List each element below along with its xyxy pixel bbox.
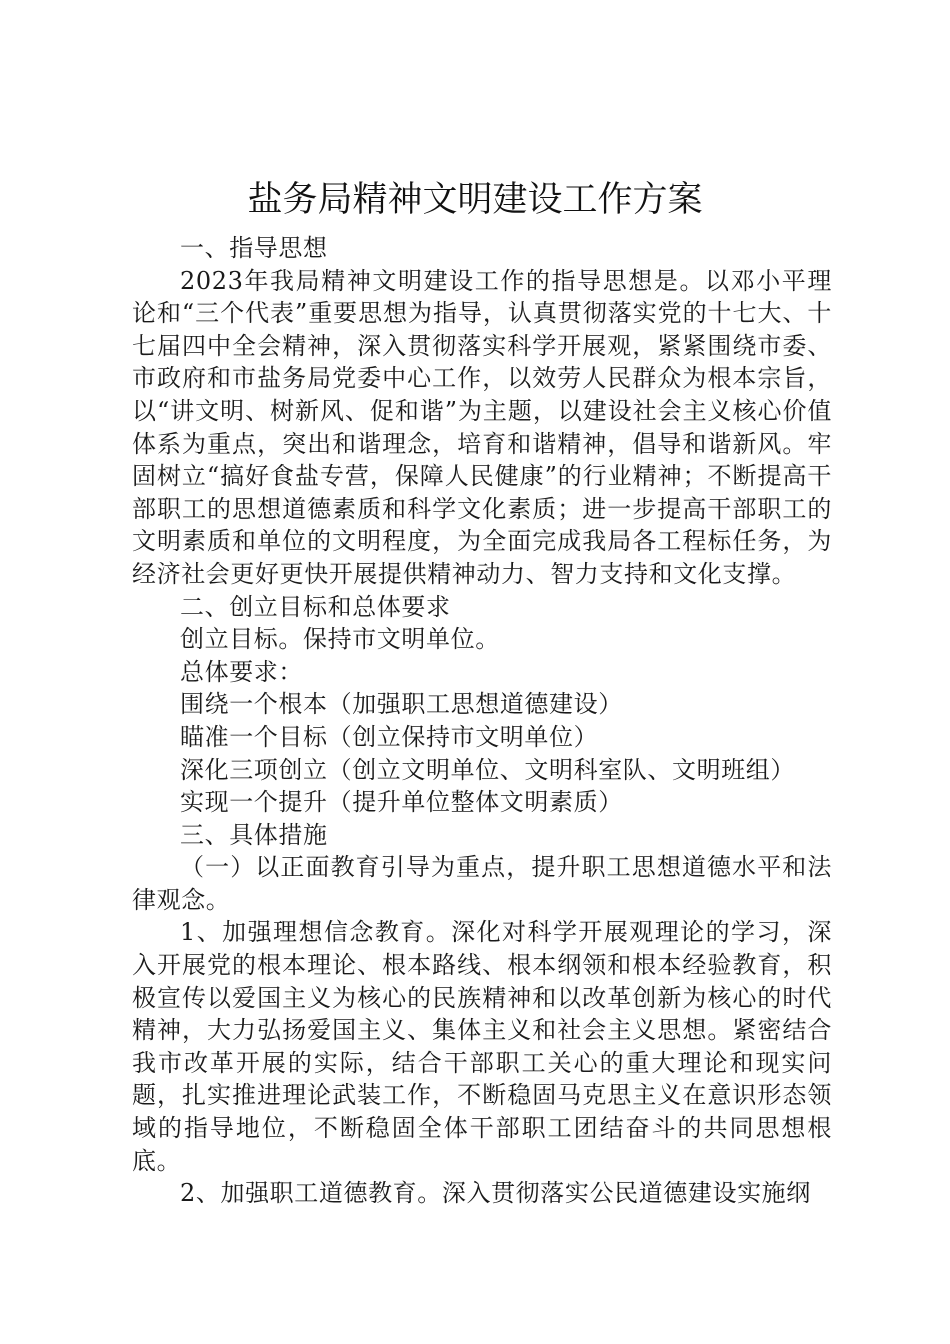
paragraph-goal: 创立目标。保持市文明单位。 xyxy=(180,625,500,654)
section-heading-guiding-ideology: 一、指导思想 xyxy=(180,234,328,262)
document-title: 盐务局精神文明建设工作方案 xyxy=(247,180,703,220)
list-item-requirement: 深化三项创立（创立文明单位、文明科室队、文明班组） xyxy=(180,755,795,784)
section-heading-measures: 三、具体措施 xyxy=(180,820,328,849)
section-heading-goals: 二、创立目标和总体要求 xyxy=(180,592,451,621)
paragraph-overall-requirements: 总体要求： xyxy=(180,657,303,686)
list-item-requirement: 实现一个提升（提升单位整体文明素质） xyxy=(180,788,623,817)
paragraph-ideals-education: 1、加强理想信念教育。深化对科学开展观理论的学习，深入开展党的根本理论、根本路线、根本纲领和根本经验教育，积极宣传以爱国主义为核心的民族精神和以改革创新为核心的时代精神，大力弘扬爱国主义、集体主义和社会主义思想。紧密结合我市改革开展的实际，结合干部职工关心的重大理论和现实问题，扎实推进理论武装工作，不断稳固马克思主义在意识形态领域的指导地位，不断稳固全体干部职工团结奋斗的共同思想根底。 xyxy=(132,918,832,1175)
list-item-requirement: 围绕一个根本（加强职工思想道德建设） xyxy=(180,690,623,719)
paragraph-measure-1: （一）以正面教育引导为重点，提升职工思想道德水平和法律观念。 xyxy=(132,853,832,914)
list-item-requirement: 瞄准一个目标（创立保持市文明单位） xyxy=(180,722,599,751)
paragraph-ethics-education: 2、加强职工道德教育。深入贯彻落实公民道德建设实施纲 xyxy=(180,1179,811,1208)
paragraph-guiding-ideology: 2023年我局精神文明建设工作的指导思想是。以邓小平理论和“三个代表”重要思想为指导，认真贯彻落实党的十七大、十七届四中全会精神，深入贯彻落实科学开展观，紧紧围绕市委、市政府和市盐务局党委中心工作，以效劳人民群众为根本宗旨，以“讲文明、树新风、促和谐”为主题，以建设社会主义核心价值体系为重点，突出和谐理念，培育和谐精神，倡导和谐新风。牢固树立“搞好食盐专营，保障人民健康”的行业精神；不断提高干部职工的思想道德素质和科学文化素质；进一步提高干部职工的文明素质和单位的文明程度，为全面完成我局各工程标任务，为经济社会更好更快开展提供精神动力、智力支持和文化支撑。 xyxy=(132,266,832,588)
document-body xyxy=(132,232,832,1210)
